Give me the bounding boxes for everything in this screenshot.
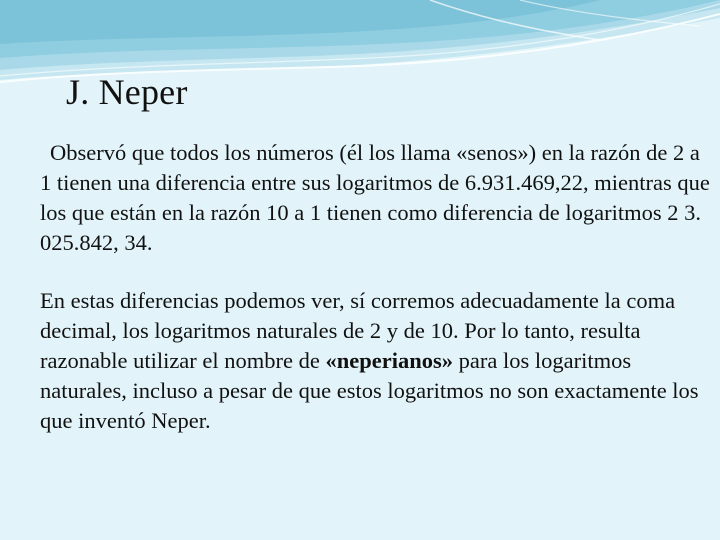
- slide-body: [40, 138, 710, 436]
- slide-title: J. Neper: [66, 72, 188, 112]
- paragraph-1: Observó que todos los números (él los llama «senos») en la razón de 2 a 1 tienen una diferencia entre sus logaritmos de 6.931.469,22, mientras que los que están en la razón 10 a 1 tienen como diferencia de logaritmos 2 3. 025.842, 34.: [40, 140, 710, 255]
- paragraph-2: [40, 286, 710, 436]
- paragraph-2-text-end: para los logaritmos naturales, incluso a pesar de que estos logaritmos no son exactamente los que inventó Neper.: [40, 348, 699, 433]
- paragraph-2-text-start: En estas diferencias podemos ver, sí corremos adecuadamente la coma decimal, los logaritmos naturales de 2 y de 10. Por lo tanto, resulta razonable utilizar el nombre de: [40, 288, 676, 373]
- neperianos-emphasis: «neperianos»: [325, 348, 454, 373]
